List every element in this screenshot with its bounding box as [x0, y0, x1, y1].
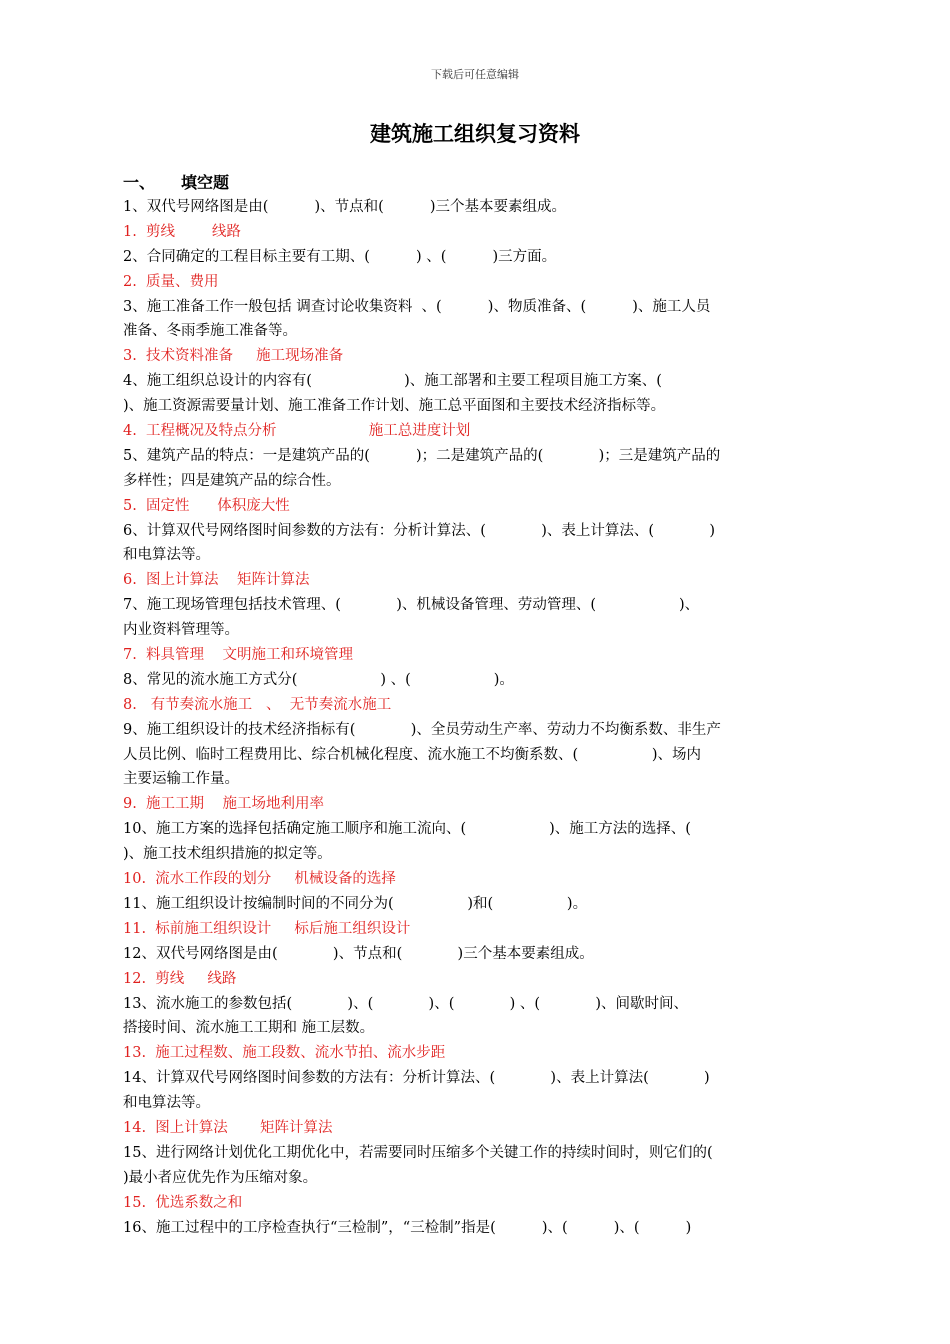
- question-line: 1、双代号网络图是由( )、节点和( )三个基本要素组成。: [123, 199, 567, 215]
- answer-line: 1. 剪线 线路: [123, 223, 241, 240]
- question-line: 内业资料管理等。: [123, 622, 239, 639]
- section-number: 一、: [123, 173, 156, 192]
- question-line: 13、流水施工的参数包括( )、( )、( ) 、( )、间歇时间、: [123, 995, 689, 1012]
- section-label: 填空题: [181, 173, 230, 192]
- question-line: 主要运输工作量。: [123, 771, 239, 788]
- answer-line: 14. 图上计算法 矩阵计算法: [123, 1119, 333, 1136]
- answer-line: 3. 技术资料准备 施工现场准备: [123, 348, 344, 365]
- question-line: 10、施工方案的选择包括确定施工顺序和施工流向、( )、施工方法的选择、(: [123, 821, 691, 838]
- question-line: 多样性；四是建筑产品的综合性。: [123, 472, 341, 489]
- answer-line: 10. 流水工作段的划分 机械设备的选择: [123, 871, 396, 888]
- question-line: )、施工资源需要量计划、施工准备工作计划、施工总平面图和主要技术经济指标等。: [123, 398, 666, 415]
- answer-line: 12. 剪线 线路: [123, 970, 237, 987]
- answer-line: 7. 料具管理 文明施工和环境管理: [123, 647, 353, 664]
- answer-line: 15. 优选系数之和: [123, 1194, 243, 1211]
- question-line: 搭接时间、流水施工工期和 施工层数。: [123, 1020, 375, 1037]
- question-line: 和电算法等。: [123, 547, 210, 564]
- answer-line: 8. 有节奏流水施工 、 无节奏流水施工: [123, 696, 392, 713]
- question-line: 和电算法等。: [123, 1095, 210, 1112]
- answer-line: 6. 图上计算法 矩阵计算法: [123, 572, 310, 589]
- question-list: [123, 195, 837, 1240]
- document-title: 建筑施工组织复习资料: [370, 122, 580, 146]
- answer-line: 2. 质量、费用: [123, 273, 219, 290]
- question-line: 人员比例、临时工程费用比、综合机械化程度、流水施工不均衡系数、( )、场内: [123, 746, 702, 763]
- question-line: 2、合同确定的工程目标主要有工期、( ) 、( )三方面。: [123, 248, 557, 265]
- question-line: 3、施工准备工作一般包括 调查讨论收集资料 、( )、物质准备、( )、施工人员: [123, 298, 711, 315]
- question-line: 7、施工现场管理包括技术管理、( )、机械设备管理、劳动管理、( )、: [123, 597, 700, 614]
- question-line: 6、计算双代号网络图时间参数的方法有：分析计算法、( )、表上计算法、( ): [123, 522, 715, 539]
- question-line: 14、计算双代号网络图时间参数的方法有：分析计算法、( )、表上计算法( ): [123, 1070, 710, 1087]
- question-line: 15、进行网络计划优化工期优化中，若需要同时压缩多个关键工作的持续时间时，则它们的(: [123, 1144, 713, 1161]
- question-line: 准备、冬雨季施工准备等。: [123, 323, 297, 340]
- answer-line: 11. 标前施工组织设计 标后施工组织设计: [123, 920, 411, 937]
- answer-line: 4. 工程概况及特点分析 施工总进度计划: [123, 423, 471, 440]
- question-line: 16、施工过程中的工序检查执行“三检制”，“三检制”指是( )、( )、( ): [123, 1219, 692, 1236]
- answer-line: 9. 施工工期 施工场地利用率: [123, 796, 324, 813]
- answer-line: 13. 施工过程数、施工段数、流水节拍、流水步距: [123, 1045, 446, 1062]
- question-line: )最小者应优先作为压缩对象。: [123, 1169, 318, 1186]
- question-line: 4、施工组织总设计的内容有( )、施工部署和主要工程项目施工方案、(: [123, 373, 662, 390]
- question-line: 8、常见的流水施工方式分( ) 、( )。: [123, 671, 514, 688]
- answer-line: 5. 固定性 体积庞大性: [123, 497, 290, 514]
- header-note: 下载后可任意编辑: [431, 68, 519, 81]
- question-line: 5、建筑产品的特点：一是建筑产品的( )；二是建筑产品的( )；三是建筑产品的: [123, 447, 721, 464]
- question-line: )、施工技术组织措施的拟定等。: [123, 846, 332, 863]
- section-heading: [123, 170, 229, 193]
- question-line: 9、施工组织设计的技术经济指标有( )、全员劳动生产率、劳动力不均衡系数、非生产: [123, 721, 721, 738]
- question-line: 12、双代号网络图是由( )、节点和( )三个基本要素组成。: [123, 945, 594, 962]
- question-line: 11、施工组织设计按编制时间的不同分为( )和( )。: [123, 895, 588, 912]
